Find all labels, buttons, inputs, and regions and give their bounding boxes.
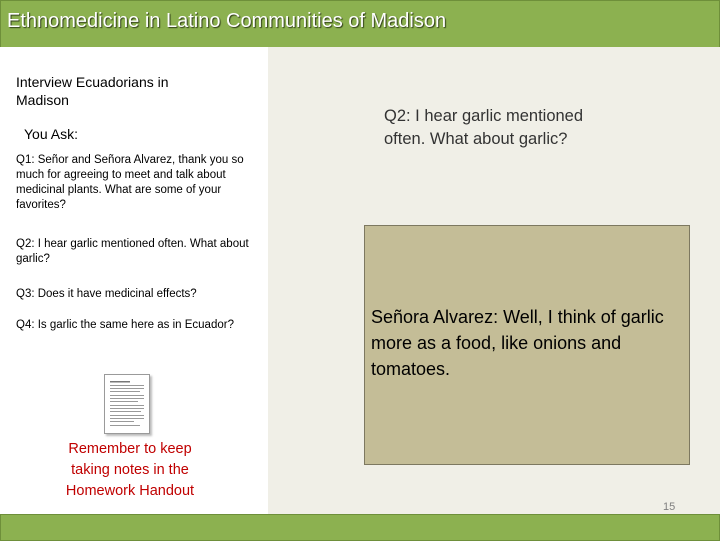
question-4: Q4: Is garlic the same here as in Ecuador?: [16, 319, 234, 331]
title-bar: [0, 0, 720, 48]
reminder-note: Remember to keep taking notes in the Homework Handout: [65, 441, 195, 499]
answer-box: [364, 225, 690, 465]
answer-text: Señora Alvarez: Well, I think of garlic more as a food, like onions and tomatoes.: [371, 307, 664, 379]
left-panel: [0, 47, 268, 514]
bottom-bar: [0, 514, 720, 541]
page-number: 15: [663, 501, 676, 513]
you-ask-label: You Ask:: [24, 126, 78, 142]
right-panel: [268, 47, 720, 514]
slide-title: Ethnomedicine in Latino Communities of Madison: [7, 10, 447, 32]
document-icon: [104, 374, 150, 434]
interview-heading: Interview Ecuadorians in Madison: [16, 74, 169, 108]
question-1: Q1: Señor and Señora Alvarez, thank you so much for agreeing to meet and talk about medicinal plants. What are some of your favorites?: [16, 154, 244, 211]
question-3: Q3: Does it have medicinal effects?: [16, 288, 197, 300]
current-question: Q2: I hear garlic mentioned often. What about garlic?: [384, 107, 584, 148]
question-2: Q2: I hear garlic mentioned often. What about garlic?: [16, 238, 249, 265]
